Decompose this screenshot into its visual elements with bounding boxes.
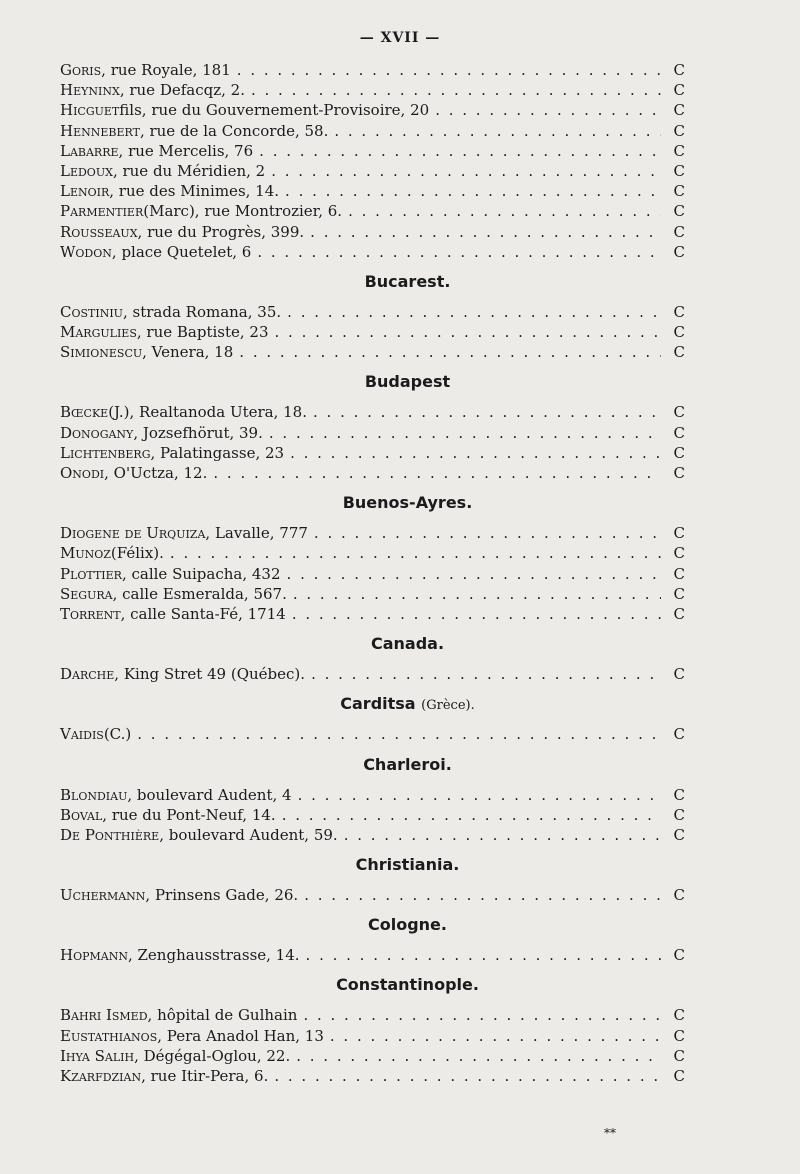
- dot-leader: [304, 885, 661, 905]
- entry-name: Wodon: [60, 242, 112, 261]
- entry-mark: C: [673, 1006, 685, 1025]
- directory-entry: [60, 805, 685, 825]
- directory-entry: [60, 564, 685, 584]
- entry-address: , calle Santa-Fé, 1714: [120, 604, 286, 623]
- dot-leader: [290, 443, 661, 463]
- entry-name: Lenoir: [60, 182, 110, 201]
- entry-name: Kzarfdzian: [60, 1067, 142, 1085]
- entry-name: Costiniu: [60, 302, 123, 321]
- entry-address: , calle Esmeralda, 567.: [112, 584, 287, 603]
- entry-name: Heyninx: [60, 81, 120, 100]
- entry-mark: C: [673, 182, 685, 201]
- entry-mark: C: [673, 946, 685, 965]
- entry-name: Uchermann: [60, 886, 146, 905]
- entry-address: , boulevard Audent, 4: [127, 785, 292, 804]
- city-name: Bucarest.: [364, 271, 451, 291]
- dot-leader: [282, 805, 661, 825]
- entry-address: , Zenghausstrasse, 14.: [127, 946, 300, 965]
- entry-mark: C: [673, 343, 685, 362]
- entry-name: Donogany: [60, 423, 134, 442]
- entry-address: , rue du Méridien, 2: [112, 161, 266, 180]
- city-heading: [60, 362, 685, 402]
- entry-mark: C: [673, 825, 685, 844]
- directory-entry: [60, 423, 685, 443]
- directory-entry: [60, 1005, 685, 1025]
- entry-address: (J.), Realtanoda Utera, 18.: [108, 403, 307, 422]
- entry-address: , rue du Progrès, 399.: [137, 222, 305, 241]
- dot-leader: [287, 302, 661, 322]
- dot-leader: [285, 181, 661, 201]
- entry-name: Bœcke: [60, 403, 109, 422]
- dot-leader: [292, 604, 661, 624]
- entry-name: Diogene de Urquiza: [60, 524, 206, 543]
- entry-name: Ihya Salih: [60, 1046, 135, 1065]
- directory-entry: [60, 443, 685, 463]
- entry-mark: C: [673, 1046, 685, 1065]
- dot-leader: [239, 342, 661, 362]
- directory-entry: [60, 523, 685, 543]
- entry-address: , strada Romana, 35.: [122, 302, 282, 321]
- directory-entry: [60, 543, 685, 563]
- entry-mark: C: [673, 604, 685, 623]
- entry-name: Vaidis: [60, 725, 104, 744]
- city-name: Buenos-Ayres.: [342, 493, 473, 513]
- entry-mark: C: [673, 161, 685, 180]
- city-heading: [60, 745, 685, 785]
- entry-mark: C: [673, 302, 685, 321]
- entry-name: Lichtenberg: [60, 443, 151, 462]
- directory-entry: [60, 885, 685, 905]
- dot-leader: [271, 161, 661, 181]
- entry-mark: C: [673, 403, 685, 422]
- entry-address: (Marc), rue Montrozier, 6.: [143, 202, 343, 221]
- city-heading: [60, 483, 685, 523]
- entry-address: , King Stret 49 (Québec).: [114, 665, 306, 684]
- entry-mark: C: [673, 222, 685, 241]
- dot-leader: [306, 945, 661, 965]
- entry-mark: C: [673, 101, 685, 120]
- entry-address: , Pera Anadol Han, 13: [157, 1026, 324, 1045]
- dot-leader: [303, 1005, 661, 1025]
- directory-list: [60, 60, 685, 1086]
- city-heading: [60, 262, 685, 302]
- entry-address: , hôpital de Gulhain: [147, 1006, 298, 1025]
- dot-leader: [310, 222, 661, 242]
- entry-address: , rue du Pont-Neuf, 14.: [102, 805, 276, 824]
- directory-entry: [60, 1026, 685, 1046]
- entry-address: , rue Itir-Pera, 6.: [141, 1067, 269, 1085]
- entry-mark: C: [673, 323, 685, 342]
- entry-address: (Félix).: [110, 544, 164, 563]
- directory-entry: [60, 201, 685, 221]
- city-name: Charleroi.: [363, 754, 452, 774]
- entry-address: , Lavalle, 777: [205, 524, 308, 543]
- entry-name: Plottier: [60, 564, 122, 583]
- entry-mark: C: [673, 464, 685, 482]
- entry-mark: C: [673, 1026, 685, 1045]
- entry-address: , Prinsens Gade, 26.: [145, 886, 299, 905]
- directory-entry: [60, 302, 685, 322]
- entry-address: , rue Mercelis, 76: [118, 141, 254, 160]
- dot-leader: [274, 1066, 661, 1086]
- directory-entry: [60, 80, 685, 100]
- entry-mark: C: [673, 443, 685, 462]
- dot-leader: [137, 724, 661, 744]
- entry-mark: C: [673, 202, 685, 221]
- entry-name: Hennebert: [60, 121, 140, 140]
- entry-mark: C: [673, 61, 685, 79]
- directory-entry: [60, 604, 685, 624]
- entry-mark: C: [673, 544, 685, 563]
- entry-address: fils, rue du Gouvernement-Provisoire, 20: [119, 101, 430, 120]
- city-note: (Grèce).: [421, 698, 475, 714]
- directory-entry: [60, 402, 685, 422]
- entry-name: Labarre: [60, 141, 119, 160]
- city-name: Constantinople.: [336, 975, 479, 995]
- entry-address: , boulevard Audent, 59.: [159, 825, 338, 844]
- directory-entry: [60, 121, 685, 141]
- entry-mark: C: [673, 725, 685, 744]
- dot-leader: [344, 825, 661, 845]
- entry-address: , Dégégal-Oglou, 22.: [134, 1046, 291, 1065]
- city-name: Canada.: [370, 634, 445, 654]
- entry-name: Bahri Ismed: [60, 1006, 148, 1025]
- dot-leader: [170, 543, 661, 563]
- dot-leader: [348, 201, 661, 221]
- city-heading: [60, 965, 685, 1005]
- entry-name: Boval: [60, 805, 103, 824]
- directory-entry: [60, 100, 685, 120]
- entry-mark: C: [673, 665, 685, 684]
- directory-entry: [60, 945, 685, 965]
- entry-address: , Palatingasse, 23: [150, 443, 285, 462]
- dot-leader: [259, 141, 661, 161]
- dot-leader: [334, 121, 661, 141]
- entry-mark: C: [673, 886, 685, 905]
- directory-entry: [60, 181, 685, 201]
- directory-entry: [60, 222, 685, 242]
- entry-address: , rue des Minimes, 14.: [109, 182, 280, 201]
- city-heading: [60, 905, 685, 945]
- entry-name: Hicguet: [60, 101, 120, 120]
- directory-entry: [60, 825, 685, 845]
- entry-name: Blondiau: [60, 785, 128, 804]
- city-name: Carditsa: [340, 694, 422, 714]
- dot-leader: [296, 1046, 661, 1066]
- entry-mark: C: [673, 81, 685, 100]
- dot-leader: [330, 1026, 661, 1046]
- entry-address: , calle Suipacha, 432: [121, 564, 281, 583]
- directory-entry: [60, 584, 685, 604]
- city-heading: [60, 624, 685, 664]
- entry-name: Parmentier: [60, 202, 144, 221]
- entry-address: , rue de la Concorde, 58.: [139, 121, 329, 140]
- entry-address: , O'Uctza, 12.: [104, 464, 208, 482]
- directory-entry: [60, 724, 685, 744]
- entry-address: (C.): [103, 725, 132, 744]
- directory-entry: [60, 463, 685, 483]
- dot-leader: [293, 584, 661, 604]
- dot-leader: [237, 60, 661, 80]
- directory-entry: [60, 60, 685, 80]
- signature-mark: **: [604, 1126, 616, 1140]
- dot-leader: [311, 664, 661, 684]
- entry-name: Torrent: [60, 604, 121, 623]
- dot-leader: [251, 80, 661, 100]
- entry-name: Onodi: [60, 464, 105, 482]
- entry-mark: C: [673, 524, 685, 543]
- directory-entry: [60, 1046, 685, 1066]
- entry-name: Rousseaux: [60, 222, 138, 241]
- directory-entry: [60, 141, 685, 161]
- entry-name: Simionescu: [60, 343, 143, 362]
- entry-name: De Ponthière: [60, 825, 160, 844]
- city-heading: [60, 684, 685, 724]
- entry-mark: C: [673, 805, 685, 824]
- entry-mark: C: [673, 423, 685, 442]
- entry-name: Segura: [60, 584, 113, 603]
- directory-entry: [60, 242, 685, 262]
- dot-leader: [314, 523, 661, 543]
- entry-name: Eustathianos: [60, 1026, 158, 1045]
- entry-address: , rue Baptiste, 23: [136, 323, 269, 342]
- entry-name: Darche: [60, 665, 115, 684]
- entry-mark: C: [673, 785, 685, 804]
- entry-address: , place Quetelet, 6: [111, 242, 252, 261]
- entry-mark: C: [673, 584, 685, 603]
- entry-name: Hopmann: [60, 946, 128, 965]
- page-number: — XVII —: [359, 30, 441, 46]
- city-name: Christiania.: [355, 855, 460, 875]
- directory-entry: [60, 322, 685, 342]
- dot-leader: [435, 100, 661, 120]
- entry-mark: C: [673, 564, 685, 583]
- directory-entry: [60, 664, 685, 684]
- entry-name: Goris: [60, 61, 102, 79]
- directory-entry: [60, 161, 685, 181]
- directory-entry: [60, 342, 685, 362]
- city-name: Cologne.: [368, 915, 447, 935]
- entry-mark: C: [673, 242, 685, 261]
- entry-address: , Jozsefhörut, 39.: [133, 423, 263, 442]
- entry-name: Margulies: [60, 323, 137, 342]
- city-heading: [60, 845, 685, 885]
- dot-leader: [287, 564, 661, 584]
- entry-mark: C: [673, 1067, 685, 1085]
- entry-name: Munoz: [60, 544, 111, 563]
- directory-entry: [60, 1066, 685, 1086]
- directory-entry: [60, 785, 685, 805]
- entry-address: , rue Royale, 181: [101, 61, 231, 79]
- dot-leader: [298, 785, 661, 805]
- entry-mark: C: [673, 121, 685, 140]
- dot-leader: [257, 242, 661, 262]
- entry-address: , rue Defacqz, 2.: [119, 81, 245, 100]
- dot-leader: [275, 322, 662, 342]
- entry-name: Ledoux: [60, 161, 113, 180]
- dot-leader: [213, 463, 661, 483]
- city-name: Budapest: [364, 372, 451, 392]
- dot-leader: [313, 402, 661, 422]
- entry-address: , Venera, 18: [142, 343, 234, 362]
- entry-mark: C: [673, 141, 685, 160]
- dot-leader: [269, 423, 661, 443]
